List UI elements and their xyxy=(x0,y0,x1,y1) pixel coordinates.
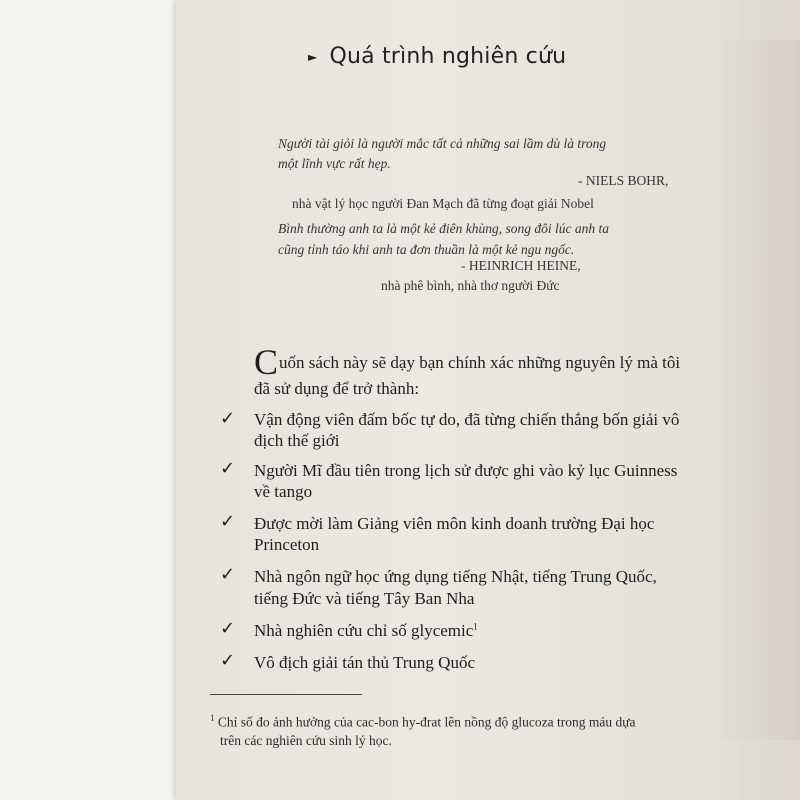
checkmark-icon: ✓ xyxy=(220,564,236,585)
checkmark-icon: ✓ xyxy=(220,458,236,479)
footnote-divider xyxy=(210,694,362,695)
list-item-1-line1: Vận động viên đấm bốc tự do, đã từng chiến thắng bốn giải vô xyxy=(254,410,680,429)
footnote-ref: 1 xyxy=(473,621,478,632)
epigraph-heine-line1: Bình thường anh ta là một kẻ điên khùng, song đôi lúc anh ta xyxy=(278,221,610,236)
list-item-5: Nhà nghiên cứu chỉ số glycemic$^1$ xyxy=(254,621,478,640)
intro-line1: Cuốn sách này sẽ dạy bạn chính xác những nguyên lý mà tôi xyxy=(254,342,681,382)
list-item-2-line2: về tango xyxy=(254,482,313,501)
chapter-title: Quá trình nghiên cứu xyxy=(329,44,567,69)
epigraph-bohr-name: - NIELS BOHR, xyxy=(578,173,669,188)
checkmark-icon: ✓ xyxy=(220,408,236,429)
checkmark-icon: ✓ xyxy=(220,618,236,639)
checkmark-icon: ✓ xyxy=(220,650,236,671)
drop-cap: C xyxy=(254,342,279,382)
arrow-icon: ► xyxy=(308,50,318,64)
epigraph-heine-name: - HEINRICH HEINE, xyxy=(461,258,581,273)
footnote-marker: 1 xyxy=(210,713,215,723)
epigraph-heine-desc: nhà phê bình, nhà thơ người Đức xyxy=(381,278,560,293)
epigraph-heine-line2: cũng tỉnh táo khi anh ta đơn thuần là một kẻ ngu ngốc. xyxy=(278,242,575,257)
list-item-2-line1: Người Mĩ đầu tiên trong lịch sử được ghi vào kỷ lục Guinness xyxy=(254,461,678,480)
epigraph-bohr-desc: nhà vật lý học người Đan Mạch đã từng đoạt giải Nobel xyxy=(292,196,594,211)
epigraph-bohr-line1: Người tài giỏi là người mắc tất cả những sai lầm dù là trong xyxy=(278,136,607,151)
footnote-line1: $^1$ Chỉ số đo ảnh hưởng của cac-bon hy-đrat lên nồng độ glucoza trong máu dựa xyxy=(210,713,636,730)
list-item-4-line1: Nhà ngôn ngữ học ứng dụng tiếng Nhật, tiếng Trung Quốc, xyxy=(254,567,657,586)
epigraph-bohr-line2: một lĩnh vực rất hẹp. xyxy=(278,156,391,171)
footnote-line2: trên các nghiên cứu sinh lý học. xyxy=(220,733,392,748)
facing-page-bleed xyxy=(710,40,800,740)
list-item-1-line2: địch thế giới xyxy=(254,431,340,450)
intro-line2: đã sử dụng để trở thành: xyxy=(254,379,420,398)
chapter-heading xyxy=(308,44,566,69)
list-item-6: Vô địch giải tán thủ Trung Quốc xyxy=(254,653,475,672)
book-page xyxy=(176,0,800,800)
checkmark-icon: ✓ xyxy=(220,511,236,532)
list-item-3-line1: Được mời làm Giảng viên môn kinh doanh trường Đại học xyxy=(254,514,655,533)
list-item-4-line2: tiếng Đức và tiếng Tây Ban Nha xyxy=(254,589,475,608)
list-item-3-line2: Princeton xyxy=(254,535,320,554)
